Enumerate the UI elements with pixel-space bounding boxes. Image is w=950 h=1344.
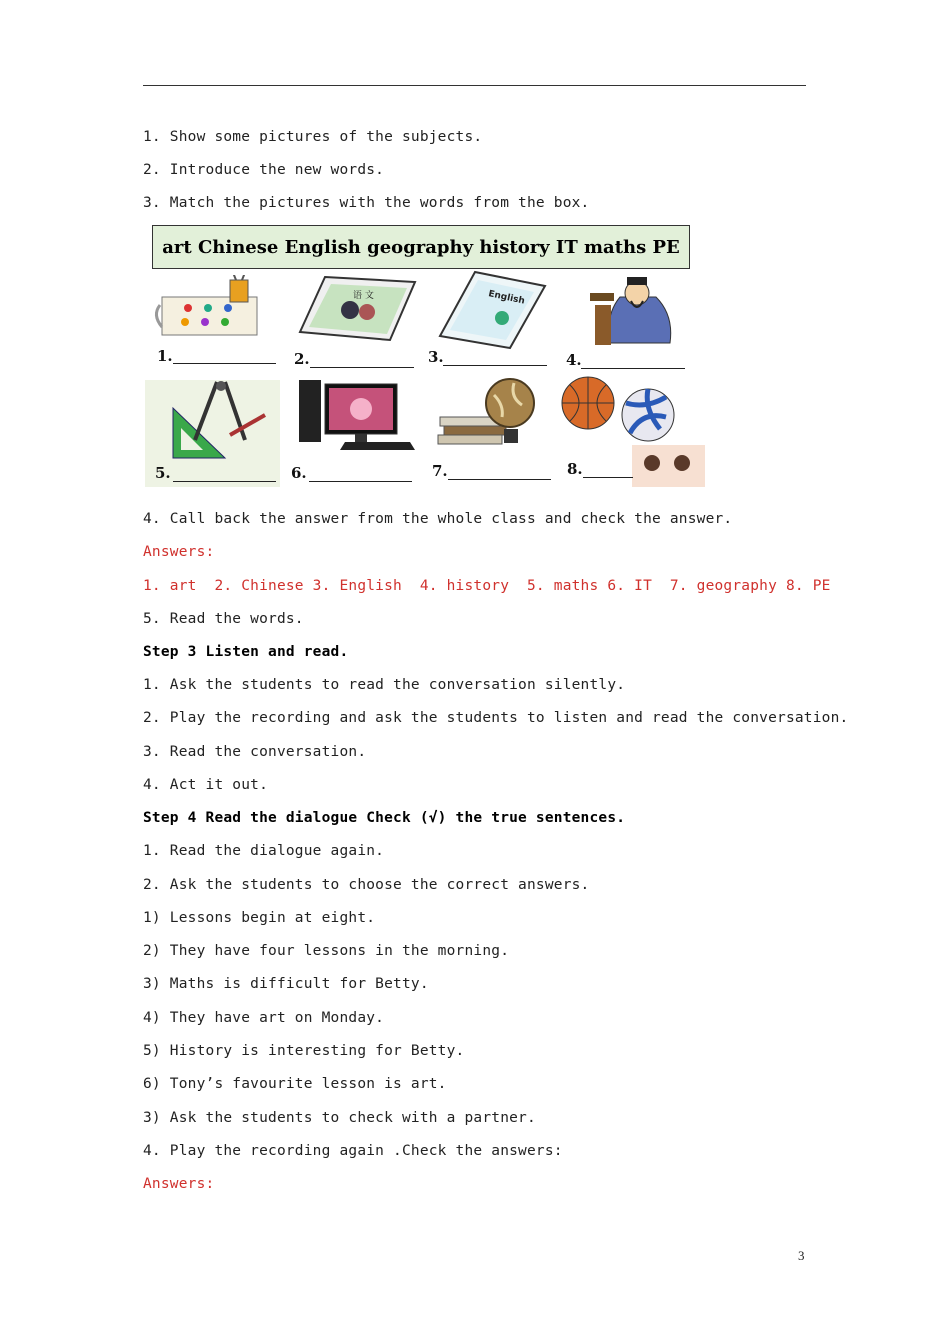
answer-blank[interactable] [448,479,551,480]
english-book-label: English [487,289,526,307]
instruction-line: 4. Act it out. [143,777,269,793]
sentence-item: 3) Maths is difficult for Betty. [143,976,429,992]
answer-blank[interactable] [443,365,547,366]
item-number: 8. [567,460,583,478]
item-number: 5. [155,464,171,482]
answers-heading: Answers: [143,544,215,560]
answer-blank[interactable] [173,481,276,482]
item-number: 1. [157,347,173,365]
item-number: 3. [428,348,444,366]
item-number: 2. [294,350,310,368]
instruction-line: 2. Ask the students to choose the correct answers. [143,877,590,893]
word-box: art Chinese English geography history IT maths PE [152,225,690,269]
instruction-line: 3. Read the conversation. [143,744,367,760]
answers-line: 1. art 2. Chinese 3. English 4. history 5. maths 6. IT 7. geography 8. PE [143,578,831,594]
answers-heading: Answers: [143,1176,215,1192]
instruction-line: 1. Read the dialogue again. [143,843,385,859]
history-figure-icon [575,275,705,375]
item-number: 7. [432,462,448,480]
instruction-line: 4. Play the recording again .Check the answers: [143,1143,563,1159]
sentence-item: 6) Tony’s favourite lesson is art. [143,1076,447,1092]
answer-blank[interactable] [581,368,685,369]
instruction-line: 1. Show some pictures of the subjects. [143,129,483,145]
answer-blank[interactable] [583,477,633,478]
header-rule [143,85,806,86]
instruction-line: 3. Match the pictures with the words from the box. [143,195,590,211]
answer-blank[interactable] [309,481,412,482]
sentence-item: 1) Lessons begin at eight. [143,910,376,926]
answer-blank[interactable] [173,363,276,364]
answer-blank[interactable] [310,367,414,368]
chinese-book-icon [295,272,425,372]
item-number: 6. [291,464,307,482]
instruction-line: 5. Read the words. [143,611,304,627]
sentence-item: 2) They have four lessons in the morning. [143,943,510,959]
computer-icon [295,378,425,478]
page-number: 3 [798,1248,805,1263]
sentence-item: 4) They have art on Monday. [143,1010,385,1026]
instruction-line: 4. Call back the answer from the whole class and check the answer. [143,511,733,527]
instruction-line: 2. Introduce the new words. [143,162,385,178]
english-book-icon [430,270,560,370]
instruction-line: 2. Play the recording and ask the students to listen and read the conversation. [143,710,849,726]
step-heading: Step 3 Listen and read. [143,644,349,660]
step-heading: Step 4 Read the dialogue Check (√) the true sentences. [143,810,626,826]
sentence-item: 5) History is interesting for Betty. [143,1043,465,1059]
instruction-line: 1. Ask the students to read the conversation silently. [143,677,626,693]
instruction-line: 3) Ask the students to check with a partner. [143,1110,536,1126]
globe-books-icon [430,375,560,475]
chinese-book-label: 语 文 [353,291,374,301]
item-number: 4. [566,351,582,369]
